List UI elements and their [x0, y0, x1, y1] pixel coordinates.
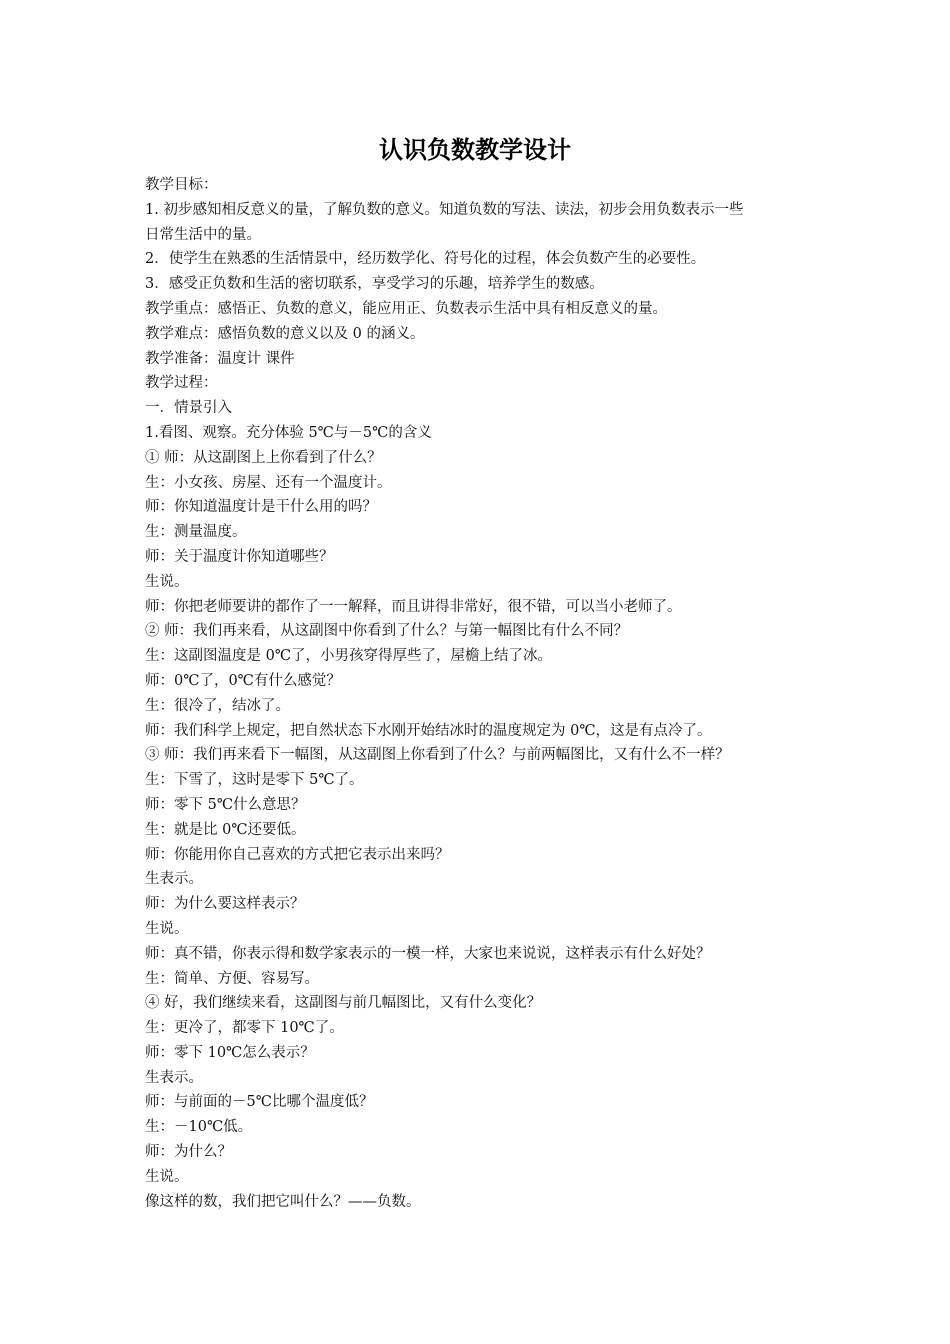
text-line: ① 师：从这副图上上你看到了什么？ — [145, 449, 382, 466]
text-line: 1. 初步感知相反意义的量，了解负数的意义。知道负数的写法、读法，初步会用负数表示一些 — [145, 201, 744, 218]
text-line: 一．情景引入 — [145, 400, 232, 417]
document-title: 认识负数教学设计 — [379, 135, 571, 164]
text-line: 生说。 — [145, 573, 189, 590]
text-line: 师：为什么？ — [145, 1144, 232, 1161]
text-line: 师：你知道温度计是干什么用的吗？ — [145, 499, 377, 516]
text-line: 生：更冷了，都零下 10℃了。 — [145, 1020, 344, 1037]
text-line: 教学准备：温度计 课件 — [145, 350, 295, 367]
text-line: 师：你把老师要讲的都作了一一解释，而且讲得非常好，很不错，可以当小老师了。 — [145, 598, 682, 615]
text-line: 2．使学生在熟悉的生活情景中，经历数学化、符号化的过程，体会负数产生的必要性。 — [145, 251, 706, 268]
text-line: 教学目标： — [145, 177, 218, 193]
text-line: 1.看图、观察。充分体验 5℃与－5℃的含义 — [145, 424, 432, 441]
text-line: 师：0℃了，0℃有什么感觉？ — [145, 672, 341, 689]
text-line: 生说。 — [145, 920, 189, 937]
text-line: 教学难点：感悟负数的意义以及 0 的涵义。 — [145, 325, 425, 342]
text-line: 生：－10℃低。 — [145, 1119, 253, 1136]
text-line: 生：简单、方便、容易写。 — [145, 970, 319, 987]
text-line: ③ 师：我们再来看下一幅图，从这副图上你看到了什么？与前两幅图比，又有什么不一样？ — [145, 747, 730, 764]
text-line: 生：就是比 0℃还要低。 — [145, 821, 306, 838]
text-line: 像这样的数，我们把它叫什么？——负数。 — [145, 1193, 421, 1210]
text-line: 生：下雪了，这时是零下 5℃了。 — [145, 772, 364, 789]
text-line: 师：你能用你自己喜欢的方式把它表示出来吗？ — [145, 846, 450, 863]
text-line: 日常生活中的量。 — [145, 226, 261, 243]
text-line: ② 师：我们再来看，从这副图中你看到了什么？与第一幅图比有什么不同？ — [145, 623, 629, 640]
text-line: 生：这副图温度是 0℃了，小男孩穿得厚些了，屋檐上结了冰。 — [145, 648, 553, 665]
text-line: 生：小女孩、房屋、还有一个温度计。 — [145, 474, 392, 491]
text-line: 生说。 — [145, 1168, 189, 1185]
text-line: 师：与前面的－5℃比哪个温度低？ — [145, 1094, 374, 1111]
text-line: 师：关于温度计你知道哪些？ — [145, 548, 334, 565]
text-line: 生表示。 — [145, 1069, 203, 1086]
text-line: 师：真不错，你表示得和数学家表示的一模一样，大家也来说说，这样表示有什么好处？ — [145, 945, 711, 962]
text-line: 教学重点：感悟正、负数的意义，能应用正、负数表示生活中具有相反意义的量。 — [145, 300, 667, 317]
text-line: 生：很冷了，结冰了。 — [145, 697, 290, 714]
text-line: 生：测量温度。 — [145, 524, 247, 541]
text-line: 3．感受正负数和生活的密切联系，享受学习的乐趣，培养学生的数感。 — [145, 276, 604, 293]
text-line: 教学过程： — [145, 375, 218, 392]
text-line: 师：零下 5℃什么意思？ — [145, 796, 306, 813]
text-line: 师：零下 10℃怎么表示？ — [145, 1044, 315, 1061]
text-line: 师：我们科学上规定，把自然状态下水刚开始结冰时的温度规定为 0℃，这是有点冷了。 — [145, 722, 712, 739]
document-body — [145, 173, 810, 1214]
text-line: ④ 好，我们继续来看，这副图与前几幅图比，又有什么变化？ — [145, 995, 542, 1012]
text-line: 生表示。 — [145, 871, 203, 888]
text-line: 师：为什么要这样表示？ — [145, 896, 305, 913]
